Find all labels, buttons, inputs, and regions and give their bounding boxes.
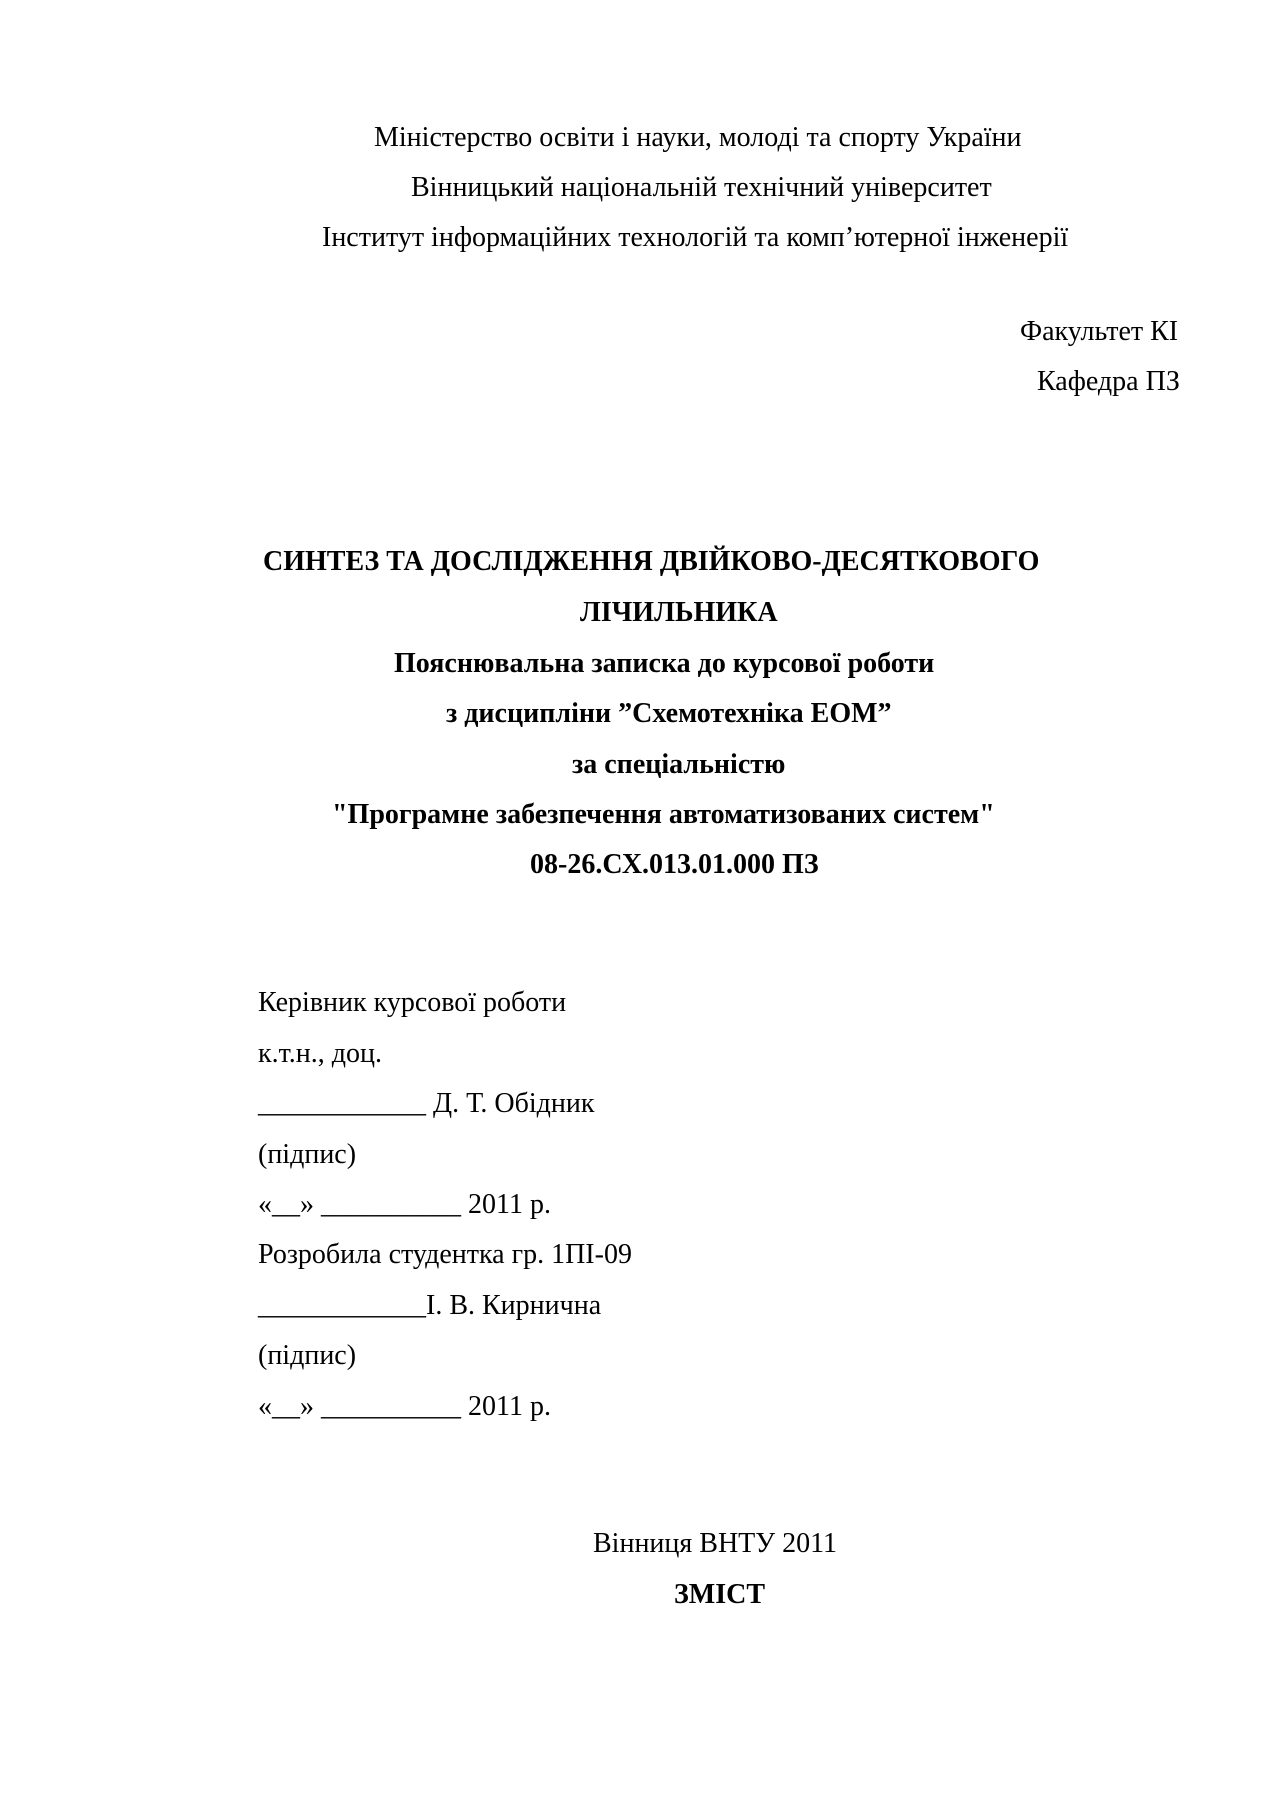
speciality-line: "Програмне забезпечення автоматизованих систем" [332,799,995,830]
institute-line: Інститут інформаційних технологій та комп’ютерної інженерії [322,222,1069,253]
student-role: Розробила студентка гр. 1ПІ-09 [258,1239,632,1270]
document-code: 08-26.СХ.013.01.000 ПЗ [530,849,819,880]
contents-heading: ЗМІСТ [674,1579,765,1610]
supervisor-signature-hint: (підпис) [258,1139,357,1170]
student-signature-hint: (підпис) [258,1340,357,1371]
university-line: Вінницький національній технічний університет [411,172,992,203]
title-line-2: ЛІЧИЛЬНИКА [580,597,778,628]
note-line: Пояснювальна записка до курсової роботи [394,648,935,679]
faculty-line: Факультет КІ [1020,316,1179,347]
discipline-line: з дисципліни ”Схемотехніка ЕОМ” [446,698,892,729]
supervisor-role: Керівник курсової роботи [258,987,567,1018]
ministry-line: Міністерство освіти і науки, молоді та спорту України [374,122,1022,153]
speciality-intro-line: за спеціальністю [572,749,786,780]
student-date: «__» __________ 2011 р. [258,1391,551,1422]
supervisor-signature-line: ____________ Д. Т. Обідник [258,1088,595,1119]
department-line: Кафедра ПЗ [1037,366,1180,397]
student-signature-line: ____________І. В. Кирнична [258,1290,602,1321]
supervisor-date: «__» __________ 2011 р. [258,1189,551,1220]
city-year-line: Вінниця ВНТУ 2011 [593,1528,838,1559]
supervisor-degree: к.т.н., доц. [258,1038,382,1069]
title-line-1: СИНТЕЗ ТА ДОСЛІДЖЕННЯ ДВІЙКОВО-ДЕСЯТКОВОГО [263,546,1040,577]
